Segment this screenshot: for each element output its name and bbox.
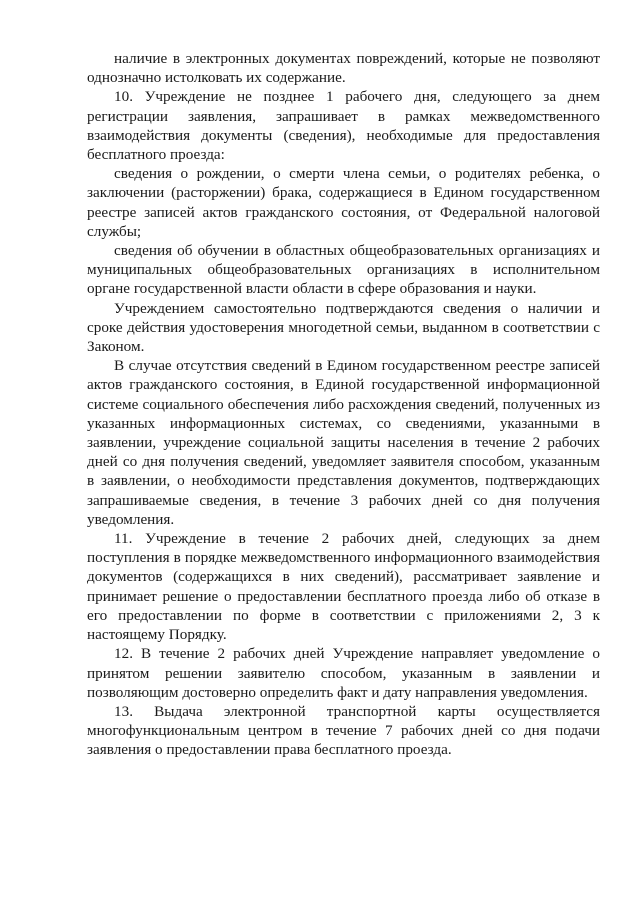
paragraph-item-12: 12. В течение 2 рабочих дней Учреждение направляет уведомление о принятом решении заявителю способом, указанным в заявлении и позволяющим достоверно определить факт и дату направления уведомления. — [87, 645, 600, 701]
paragraph-birth-death-info: сведения о рождении, о смерти члена семьи, о родителях ребенка, о заключении (расторжении) брака, содержащиеся в Едином государственном реестре записей актов гражданского состояния, от Федеральной налоговой службы; — [87, 165, 600, 240]
paragraph-missing-info: В случае отсутствия сведений в Едином государственном реестре записей актов гражданского состояния, в Единой государственной информационной системе социального обеспечения либо расхождения сведений, полученных из указанных информационных системах, со сведениями, указанными в заявлении, учреждение социальной защиты населения в течение 2 рабочих дней со дня получения сведений, уведомляет заявителя способом, указанным в заявлении, о необходимости представления документов, подтверждающих запрашиваемые сведения, в течение 3 рабочих дней со дня получения уведомления. — [87, 357, 600, 528]
paragraph-item-13: 13. Выдача электронной транспортной карты осуществляется многофункциональным центром в течение 7 рабочих дней со дня подачи заявления о предоставлении права бесплатного проезда. — [87, 702, 600, 759]
document-body — [87, 49, 600, 760]
paragraph-item-10: 10. Учреждение не позднее 1 рабочего дня, следующего за днем регистрации заявления, запрашивает в рамках межведомственного взаимодействия документы (сведения), необходимые для предоставления бесплатного проезда: — [87, 88, 600, 164]
paragraph-education-info: сведения об обучении в областных общеобразовательных организациях и муниципальных общеобразовательных организациях в исполнительном органе государственной власти области в сфере образования и науки. — [87, 242, 600, 298]
paragraph-item-11: 11. Учреждение в течение 2 рабочих дней, следующих за днем поступления в порядке межведомственного информационного взаимодействия документов (содержащихся в них сведений), рассматривает заявление и принимает решение о предоставлении бесплатного проезда либо об отказе в его предоставлении по форме в соответствии с приложениями 2, 3 к настоящему Порядку. — [87, 530, 600, 644]
paragraph-large-family-certificate: Учреждением самостоятельно подтверждаются сведения о наличии и сроке действия удостоверения многодетной семьи, выданном в соответствии с Законом. — [87, 299, 600, 356]
paragraph-continuation: наличие в электронных документах повреждений, которые не позволяют однозначно истолковать их содержание. — [87, 50, 600, 87]
